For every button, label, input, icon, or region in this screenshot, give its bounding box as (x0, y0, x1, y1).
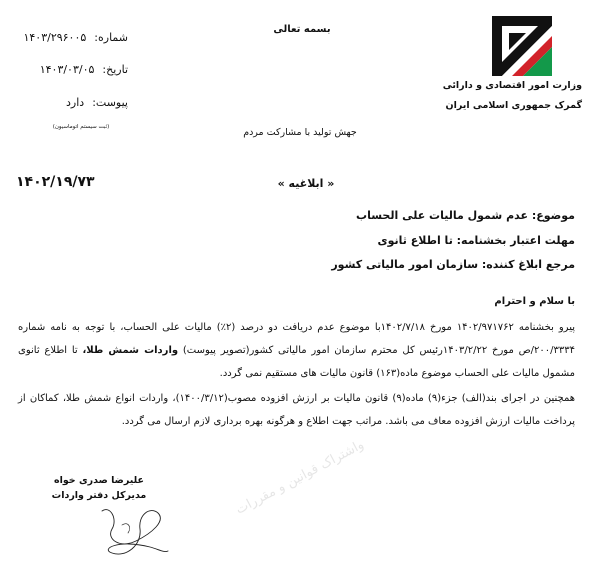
letter-date (0, 62, 128, 78)
validity-line: مهلت اعتبار بخشنامه: تا اطلاع ثانوی (377, 234, 575, 247)
automation-note: (ثبت سیستم اتوماسیون) (52, 124, 110, 130)
paragraph-1-end: تا اطلاع ثانوی مشمول مالیات علی الحساب موضوع ماده(۱۶۳) قانون مالیات های مستقیم نمی گردد. (18, 345, 575, 379)
paragraph-1-emphasis: واردات شمش طلا، (82, 345, 179, 356)
signatory-title: مدیرکل دفتر واردات (51, 490, 147, 501)
subject-line: موضوع: عدم شمول مالیات علی الحساب (356, 209, 575, 222)
watermark: واشتراک قوانین و مقررات (233, 437, 367, 518)
letter-attachment (0, 95, 128, 111)
handwritten-signature (92, 503, 172, 561)
letter-body (18, 316, 575, 433)
body-paragraph-2: همچنین در اجرای بند(الف) جزء(۹) ماده(۹) قانون مالیات بر ارزش افزوده مصوب(۱۴۰۰/۳/۱۲)، واردات انواع شمش طلا، کماکان از پرداخت مالیات ارزش افزوده معاف می باشد. مراتب جهت اطلاع و هرگونه بهره برداری لازم ارسال می گردد. (18, 393, 576, 427)
letter-number-label: شماره: (94, 31, 128, 44)
letter-attachment-label: پیوست: (92, 96, 128, 109)
authority-line: مرجع ابلاغ کننده: سازمان امور مالیاتی کشور (331, 258, 575, 271)
paragraph-1-start: پیرو بخشنامه ۱۴۰۲/۹۷۱۷۶۲ مورخ ۱۴۰۲/۷/۱۸با موضوع عدم دریافت دو درصد (۲٪) مالیات علی الحساب، با توجه به نامه شماره ۲۰۰/۳۳۳۴/ص مورخ ۱۴۰۳/۲/۲۲رئیس کل محترم سازمان امور مالیاتی کشور(تصویر پیوست) (18, 322, 576, 356)
customs-logo-icon (492, 16, 552, 76)
body-paragraph-1 (18, 316, 575, 385)
notice-title: « ابلاغیه » (277, 177, 335, 190)
letter-attachment-value: دارد (66, 96, 85, 109)
ministry-name: وزارت امور اقتصادی و دارائی (442, 80, 582, 91)
greeting: با سلام و احترام (494, 296, 575, 307)
letter-number (0, 30, 128, 46)
letter-number-value: ۱۴۰۳/۲۹۶۰۰۵ (23, 31, 87, 44)
circular-code: ۱۴۰۲/۱۹/۷۳ (16, 174, 95, 190)
letter-date-label: تاریخ: (102, 63, 128, 76)
letter-date-value: ۱۴۰۳/۰۳/۰۵ (39, 63, 95, 76)
basmala-heading: بسمه تعالی (273, 24, 331, 35)
organization-name: گمرک جمهوری اسلامی ایران (445, 100, 582, 111)
signatory-name: علیرضا صدری خواه (53, 475, 145, 486)
slogan: جهش تولید با مشارکت مردم (243, 127, 357, 138)
